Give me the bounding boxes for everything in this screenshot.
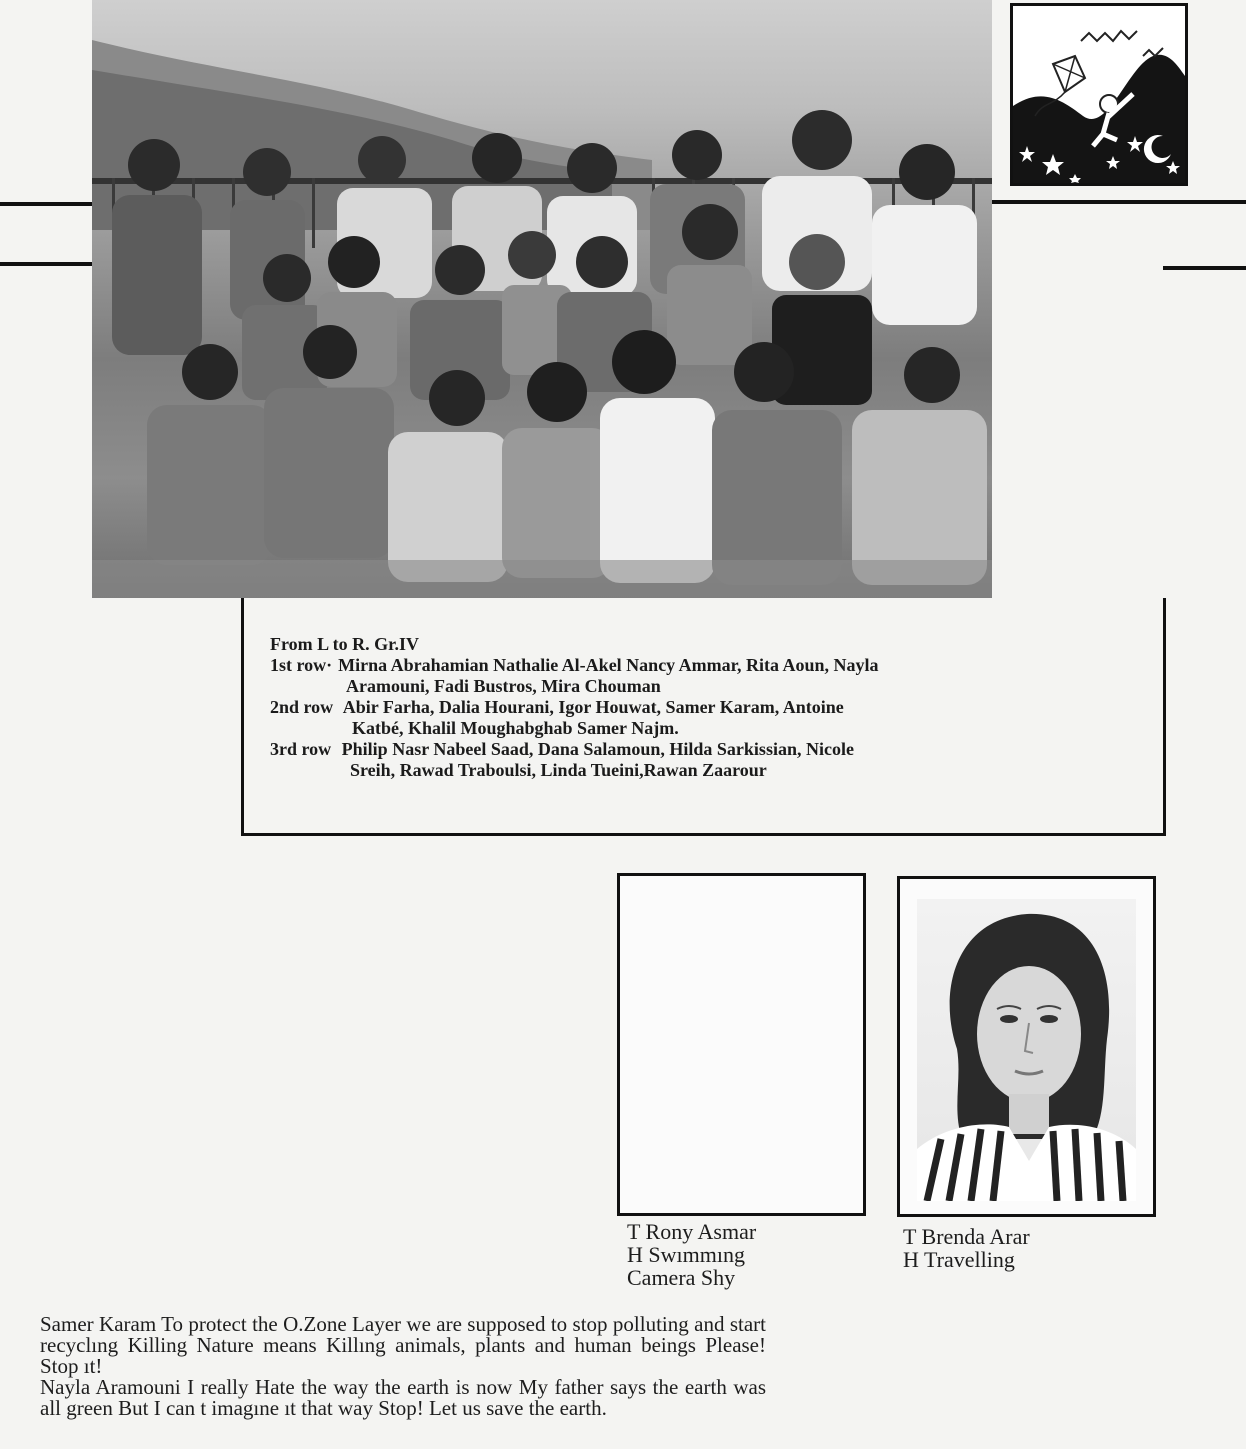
caption-row-2 bbox=[270, 697, 1016, 739]
caption-row-1-wrap bbox=[270, 655, 879, 676]
caption-heading: From L to R. Gr.IV bbox=[270, 634, 420, 654]
caption-row-3 bbox=[270, 739, 1016, 781]
teacher-name: T Brenda Arar bbox=[903, 1224, 1030, 1249]
kite-illustration bbox=[1013, 6, 1185, 183]
caption-row-3-line-1 bbox=[270, 739, 1016, 760]
row-label: 1st row· bbox=[270, 655, 333, 675]
group-photo-illustration bbox=[92, 0, 992, 598]
caption-row-1 bbox=[270, 655, 1016, 697]
right-rule-lower bbox=[1163, 266, 1246, 270]
row-names: Mirna Abrahamian Nathalie Al-Akel Nancy Ammar, Rita Aoun, Nayla bbox=[338, 655, 879, 675]
caption-row-1-line-1 bbox=[270, 655, 1016, 676]
teacher-info-brenda bbox=[903, 1225, 1030, 1271]
quote-samer-karam: Samer Karam To protect the O.Zone Layer we are supposed to stop polluting and start recyclıng Killing Nature means Killıng animals, plants and human beings Please! Stop ıt! bbox=[40, 1312, 766, 1378]
row-label: 3rd row bbox=[270, 739, 332, 759]
teacher-name: T Rony Asmar bbox=[627, 1219, 757, 1244]
row-names: Abir Farha, Dalia Hourani, Igor Houwat, Samer Karam, Antoine bbox=[342, 697, 844, 717]
row-names: Philip Nasr Nabeel Saad, Dana Salamoun, Hilda Sarkissian, Nicole bbox=[341, 739, 854, 759]
row-names-continued: Katbé, Khalil Moughabghab Samer Najm. bbox=[352, 718, 679, 738]
group-photo-caption bbox=[270, 634, 1016, 781]
row-names-continued: Aramouni, Fadi Bustros, Mira Chouman bbox=[346, 676, 661, 696]
caption-row-2-line-1 bbox=[270, 697, 1016, 718]
teacher-portrait-image bbox=[917, 899, 1136, 1201]
student-quotes bbox=[40, 1314, 766, 1419]
row-label: 2nd row bbox=[270, 697, 334, 717]
left-rule-upper bbox=[0, 202, 92, 206]
quote-nayla-aramouni: Nayla Aramouni I really Hate the way the earth is now My father says the earth was all green But I can t imagıne ıt that way Stop! Let us save the earth. bbox=[40, 1375, 766, 1420]
teacher-info-rony bbox=[627, 1220, 756, 1289]
left-rule-lower bbox=[0, 262, 92, 266]
teacher-photo-brenda bbox=[897, 876, 1156, 1217]
portrait-illustration bbox=[917, 899, 1136, 1201]
right-rule-upper bbox=[992, 200, 1246, 204]
teacher-note: Camera Shy bbox=[627, 1265, 736, 1290]
teacher-photo-placeholder bbox=[617, 873, 866, 1216]
group-photo bbox=[92, 0, 992, 598]
row-names-continued: Sreih, Rawad Traboulsi, Linda Tueini,Rawan Zaarour bbox=[350, 760, 767, 780]
teacher-hobby: H Swımmıng bbox=[627, 1242, 745, 1267]
kite-logo bbox=[1010, 3, 1188, 186]
teacher-hobby: H Travelling bbox=[903, 1247, 1015, 1272]
